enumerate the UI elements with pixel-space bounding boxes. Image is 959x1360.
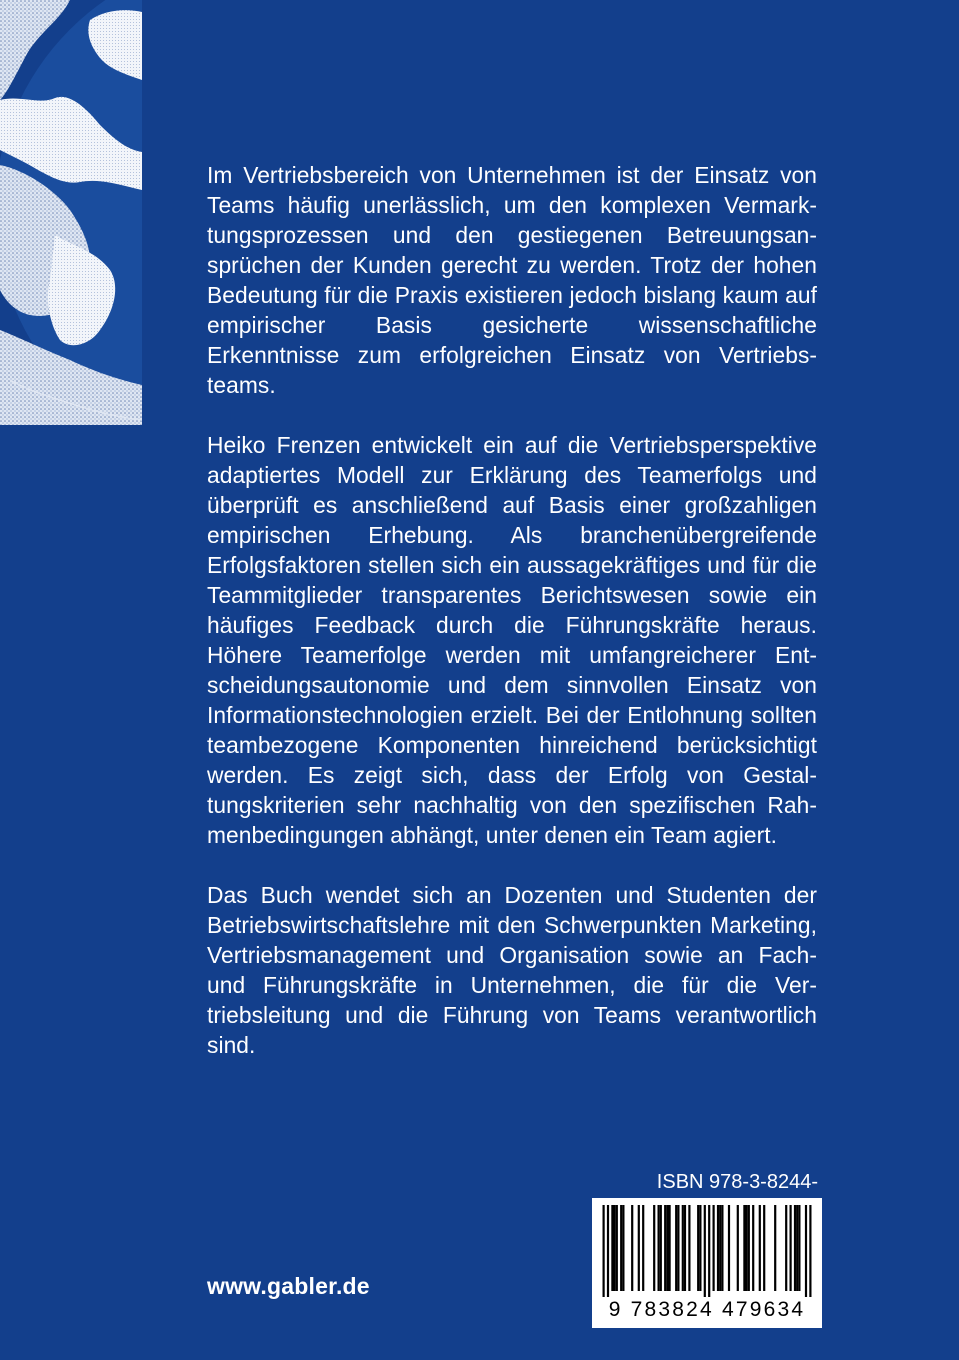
blurb-paragraph: Heiko Frenzen entwickelt ein auf die Vertriebsperspektive adaptiertes Modell zur Erklärung des Teamerfolgs und überprüft es anschließend auf Basis einer großzahligen empirischen Erhebung. Als branchenübergreifende Erfolgsfaktoren stellen sich ein aussagekräftiges und für die Teammitglieder transparentes Berichtswesen sowie ein häufiges Feedback durch die Führungskräfte heraus. Höhere Teamerfolge werden mit umfangreicherer Entscheidungsautonomie und dem sinnvollen Einsatz von Informationstechnologien erzielt. Bei der Entlohnung sollten teambezogene Komponenten hinreichend berücksichtigt werden. Es zeigt sich, dass der Erfolg von Gestaltungskriterien sehr nachhaltig von den spezifischen Rahmenbedingungen abhängt, unter denen ein Team agiert. <box>207 432 817 848</box>
barcode-bar <box>717 1205 719 1291</box>
barcode-bar <box>675 1205 677 1291</box>
barcode-bar <box>607 1205 609 1297</box>
barcode-bar <box>699 1205 701 1291</box>
barcode-bar <box>752 1205 754 1291</box>
barcode-bar <box>611 1205 613 1291</box>
isbn-label: ISBN 978-3-8244- <box>656 1171 818 1193</box>
barcode-bar <box>785 1205 787 1291</box>
barcode-bar <box>653 1205 655 1291</box>
barcode-bar <box>721 1205 723 1291</box>
barcode-bar <box>669 1205 671 1291</box>
barcode-bar <box>794 1205 796 1291</box>
barcode-bar <box>603 1205 605 1297</box>
barcode-bar <box>796 1205 798 1291</box>
barcode-bar <box>688 1205 690 1291</box>
barcode-bar <box>616 1205 618 1291</box>
barcode-bar <box>704 1205 706 1297</box>
barcode-bar <box>743 1205 745 1291</box>
blurb-paragraph: Das Buch wendet sich an Dozenten und Studenten der Betriebswirtschaftslehre mit den Schwerpunkten Marketing, Vertriebsmanagement und Organisation sowie an Fach- und Führungskräfte in Unternehmen, die für die Vertriebsleitung und die Führung von Teams verantwortlich sind. <box>207 882 817 1058</box>
publisher-url: www.gabler.de <box>207 1273 370 1299</box>
barcode-bar <box>790 1205 792 1291</box>
barcode-bar <box>719 1205 721 1291</box>
barcode-bar <box>677 1205 679 1291</box>
barcode-bar <box>622 1205 624 1291</box>
barcode-bar <box>666 1205 668 1291</box>
barcode-bar <box>658 1205 660 1291</box>
barcode-bar <box>684 1205 686 1291</box>
barcode-bar <box>774 1205 776 1291</box>
barcode-bar <box>631 1205 633 1291</box>
barcode-bar <box>660 1205 662 1291</box>
barcode-bar <box>682 1205 684 1291</box>
barcode-bar <box>759 1205 761 1291</box>
barcode-bar <box>642 1205 644 1291</box>
barcode-bar <box>728 1205 730 1291</box>
barcode-bar <box>748 1205 750 1291</box>
barcode-bar <box>746 1205 748 1291</box>
blurb-paragraph: Im Vertriebsbereich von Unternehmen ist der Einsatz von Teams häufig unerlässlich, um den komplexen Vermarktungsprozessen und den gestiegenen Betreuungsansprüchen der Kunden gerecht zu werden. Trotz der hohen Bedeutung für die Praxis existieren jedoch bislang kaum auf empirischer Basis gesicherte wissenschaftliche Erkenntnisse zum erfolgreichen Einsatz von Vertriebsteams. <box>207 162 817 398</box>
barcode-bar <box>638 1205 640 1291</box>
barcode-bar <box>798 1205 800 1291</box>
barcode-bar <box>737 1205 739 1291</box>
barcode-bar <box>805 1205 807 1297</box>
ean-barcode-icon <box>592 1198 822 1328</box>
barcode-bar <box>763 1205 765 1291</box>
barcode-bar <box>614 1205 616 1291</box>
barcode-bar <box>620 1205 622 1291</box>
barcode-bar <box>809 1205 811 1297</box>
barcode-bar <box>697 1205 699 1291</box>
barcode-bar <box>713 1205 715 1291</box>
barcode-digits: 9 783824 479634 <box>608 1298 806 1321</box>
globe-map-icon <box>0 0 142 425</box>
barcode-bar <box>708 1205 710 1297</box>
back-cover-blurb <box>207 160 817 1090</box>
barcode-bar <box>664 1205 666 1291</box>
